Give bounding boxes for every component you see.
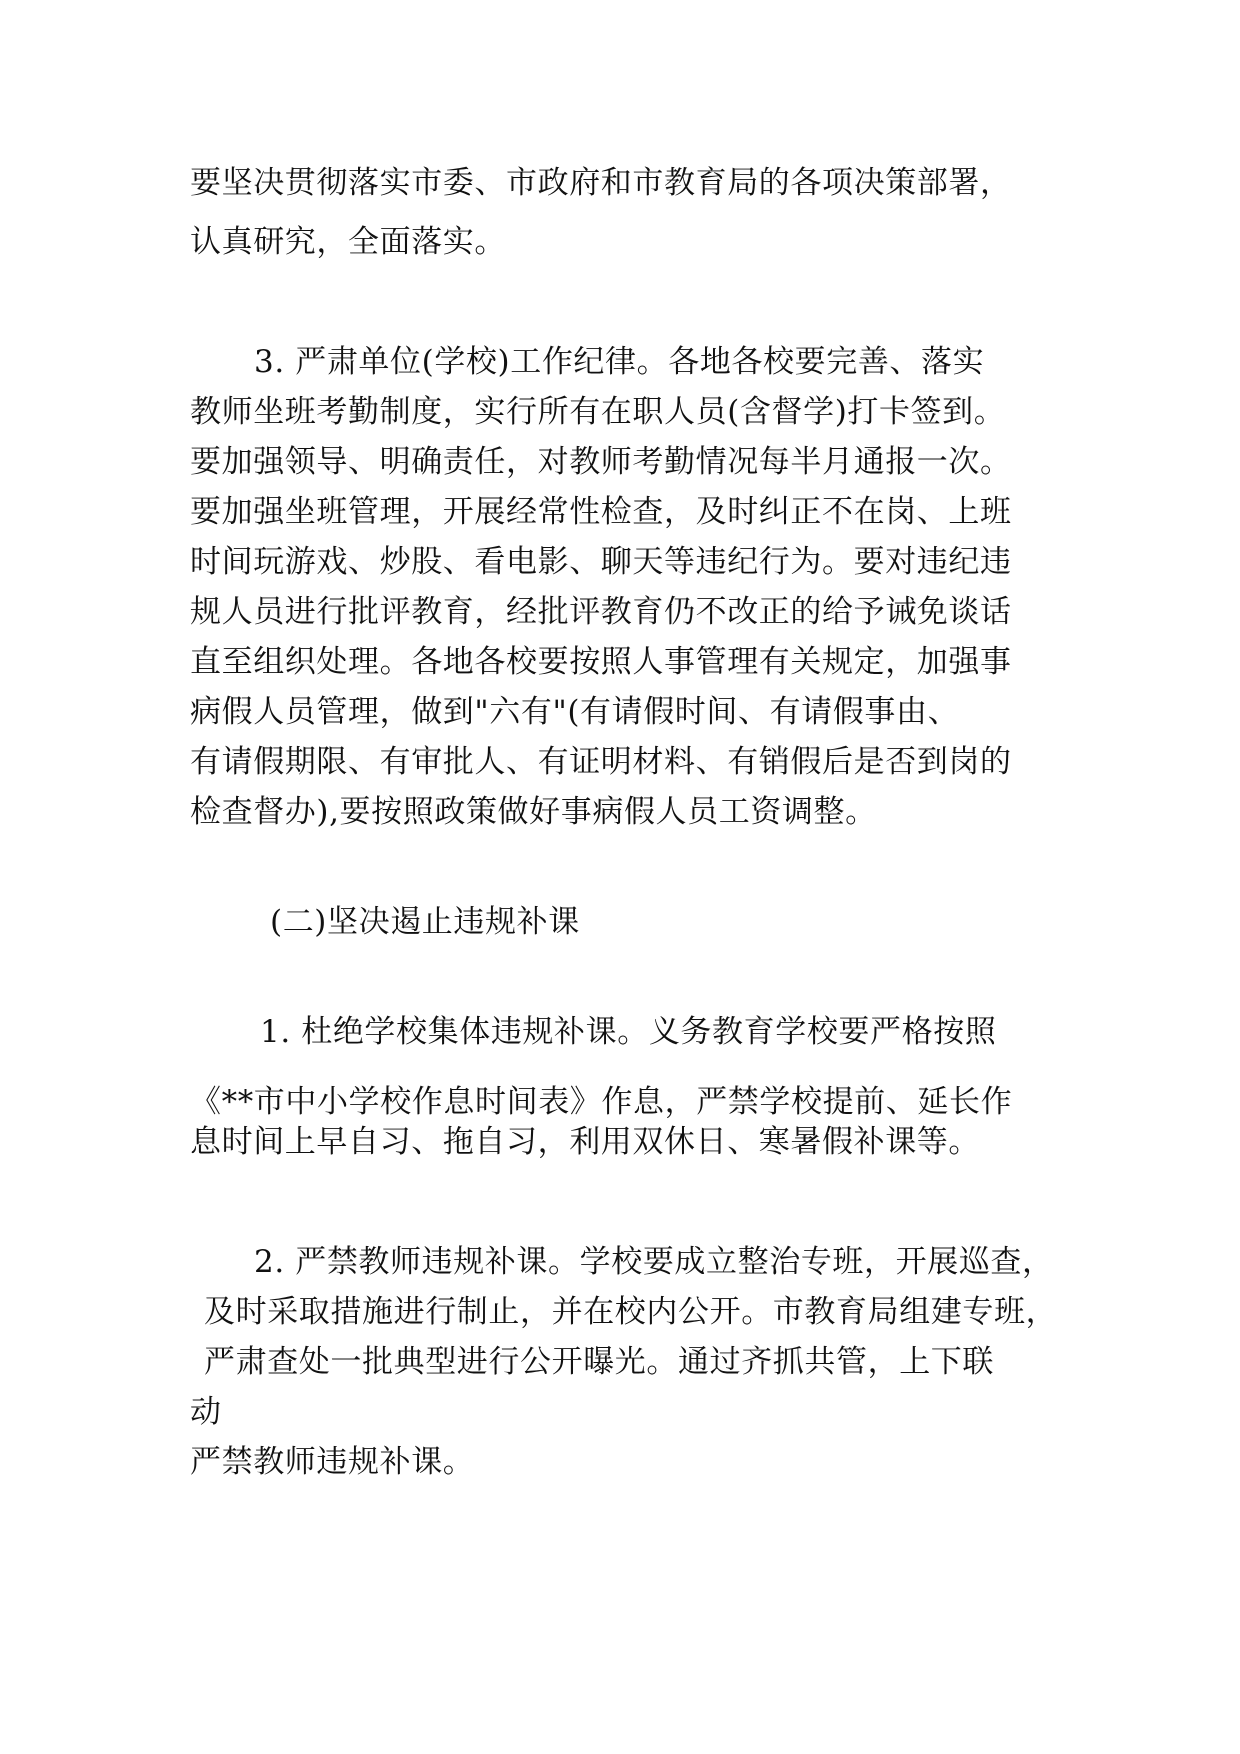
- paragraph-line: 病假人员管理，做到"六有"(有请假时间、有请假事由、: [190, 694, 960, 730]
- paragraph-line: 2. 严禁教师违规补课。学校要成立整治专班，开展巡查，: [254, 1244, 1054, 1280]
- paragraph-line: 要加强领导、明确责任，对教师考勤情况每半月通报一次。: [190, 444, 1012, 480]
- paragraph-line: 教师坐班考勤制度，实行所有在职人员(含督学)打卡签到。: [190, 394, 1006, 430]
- paragraph-line: 有请假期限、有审批人、有证明材料、有销假后是否到岗的: [190, 744, 1012, 780]
- section-heading: (二)坚决遏止违规补课: [270, 904, 580, 940]
- paragraph-line: 动: [190, 1394, 222, 1430]
- paragraph-line: 认真研究，全面落实。: [190, 224, 506, 260]
- paragraph-line: 3. 严肃单位(学校)工作纪律。各地各校要完善、落实: [254, 344, 985, 380]
- paragraph-line: 时间玩游戏、炒股、看电影、聊天等违纪行为。要对违纪违: [190, 544, 1012, 580]
- paragraph-line: 及时采取措施进行制止，并在校内公开。市教育局组建专班，: [204, 1294, 1058, 1330]
- paragraph-line: 严禁教师违规补课。: [190, 1444, 475, 1480]
- paragraph-line: 规人员进行批评教育，经批评教育仍不改正的给予诫免谈话: [190, 594, 1012, 630]
- paragraph-line: 检查督办),要按照政策做好事病假人员工资调整。: [190, 794, 877, 830]
- paragraph-line: 要加强坐班管理，开展经常性检查，及时纠正不在岗、上班: [190, 494, 1012, 530]
- paragraph-line: 《**市中小学校作息时间表》作息，严禁学校提前、延长作: [190, 1084, 1013, 1120]
- paragraph-line: 直至组织处理。各地各校要按照人事管理有关规定，加强事: [190, 644, 1012, 680]
- paragraph-line: 1. 杜绝学校集体违规补课。义务教育学校要严格按照: [260, 1014, 997, 1050]
- paragraph-line: 息时间上早自习、拖自习，利用双休日、寒暑假补课等。: [190, 1124, 980, 1160]
- paragraph-line: 要坚决贯彻落实市委、市政府和市教育局的各项决策部署，: [190, 165, 1012, 201]
- paragraph-line: 严肃查处一批典型进行公开曝光。通过齐抓共管，上下联: [204, 1344, 994, 1380]
